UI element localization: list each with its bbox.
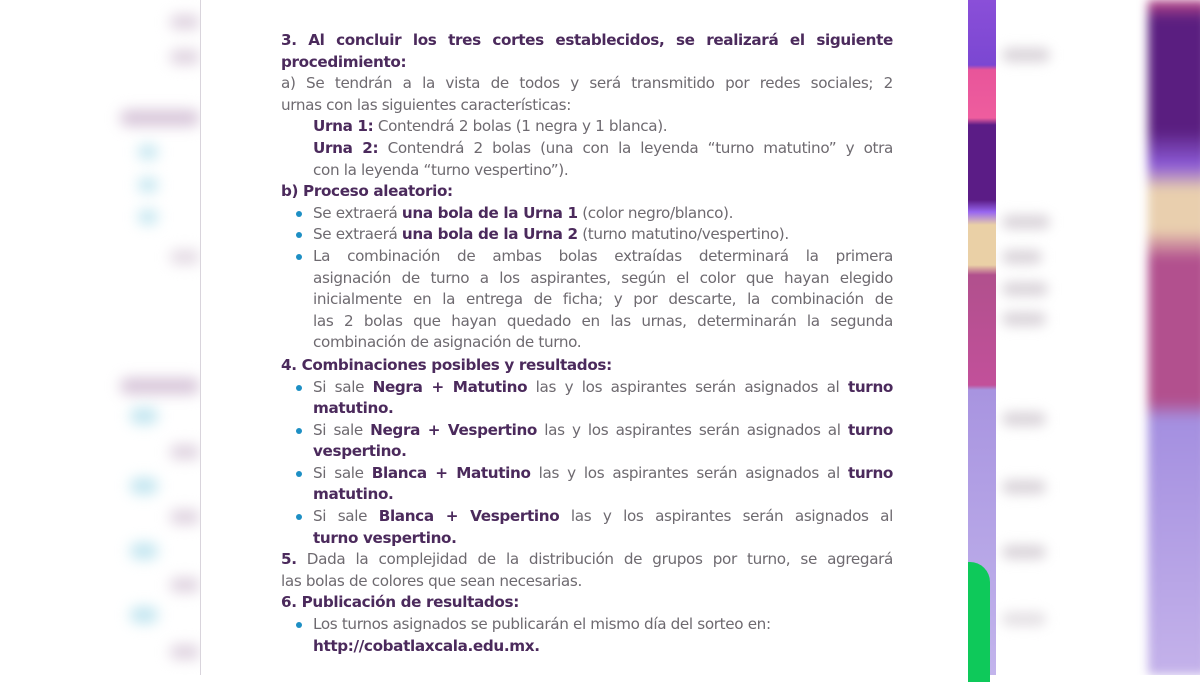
blurred-text-block [170,250,200,264]
item-text: Se extraerá [313,203,402,222]
item-text: las y los aspirantes serán asignados al [559,507,894,526]
bullet-icon [296,428,302,434]
item-text: combinación de asignación de turno. [313,333,582,352]
item-line [313,420,893,442]
result-label: matutino. [313,399,394,418]
blurred-text-block [1002,282,1048,296]
section-6-heading: 6. Publicación de resultados: [281,593,519,612]
blurred-text-block [120,110,200,126]
bullet-icon [296,385,302,391]
section-5-text [281,549,893,571]
blurred-text-block [1002,312,1046,326]
result-label: vespertino. [313,442,407,461]
list-item [281,614,893,657]
section-3a-text: a) Se tendrán a la vista de todos y será transmitido por redes sociales; 2 [281,74,893,93]
list-item [281,506,893,549]
blurred-text-block [1002,412,1046,426]
proceso-aleatorio-list [281,203,893,354]
blurred-text-block [170,578,200,592]
section-3-heading-cont: procedimiento: [281,52,407,71]
urna-1-line [281,116,893,138]
bullet-icon [296,232,302,238]
document-content [281,30,893,657]
result-label: turno vespertino. [313,528,457,547]
urna-1-label: Urna 1: [313,117,374,136]
blurred-background-right [996,0,1200,675]
item-text: las y los aspirantes serán asignados al [530,463,848,482]
list-item [281,377,893,420]
blurred-text-block [1002,480,1046,494]
blurred-text-block [120,378,200,394]
item-text: las y los aspirantes serán asignados al [527,377,848,396]
item-text: las y los aspirantes serán asignados al [537,420,848,439]
section-3a-text-cont: urnas con las siguientes características: [281,95,572,114]
blurred-text-block [1002,545,1046,559]
blurred-text-block [1002,215,1050,229]
combinaciones-list [281,377,893,550]
blurred-background-left [0,0,200,675]
section-5-text-cont: las bolas de colores que sean necesarias. [281,571,582,590]
blurred-text-block [1002,48,1050,62]
list-item [281,203,893,225]
item-text: (turno matutino/vespertino). [577,225,789,244]
turno-label: turno [847,463,893,482]
urna-2-text: Contendrá 2 bolas (una con la leyenda “turno matutino” y otra [378,138,893,157]
blurred-bullet [138,178,158,192]
item-text: inicialmente en la entrega de ficha; y por descarte, la combinación de [313,290,893,309]
item-bold-text: una bola de la Urna 2 [401,225,578,244]
turno-label: turno [847,420,893,439]
blurred-bullet [130,607,158,623]
urna-1-text: Contendrá 2 bolas (1 negra y 1 blanca). [373,117,668,136]
combo-label: Blanca + Matutino [371,463,531,482]
item-text: Si sale [313,507,379,526]
publicacion-list [281,614,893,657]
blurred-text-block [170,445,200,459]
list-item [281,224,893,246]
green-accent-shape [968,562,990,682]
bullet-icon [296,471,302,477]
blurred-text-block [170,15,200,29]
item-text: Se extraerá [313,225,402,244]
bullet-icon [296,514,302,520]
item-line [313,463,893,485]
section-4-heading: 4. Combinaciones posibles y resultados: [281,355,612,374]
combo-label: Negra + Matutino [372,377,528,396]
item-text: La combinación de ambas bolas extraídas determinará la primera [313,246,893,265]
blurred-text-block [1002,612,1046,626]
item-line [313,377,893,399]
list-item [281,420,893,463]
item-line [313,506,893,528]
list-item [281,246,893,354]
decorative-color-strip [968,0,996,675]
blurred-bullet [130,478,158,494]
combo-label: Blanca + Vespertino [378,507,560,526]
turno-label: turno [847,377,893,396]
blurred-bullet [130,408,158,424]
result-label: matutino. [313,485,394,504]
item-text: las 2 bolas que hayan quedado en las urnas, determinarán la segunda [313,311,893,330]
bullet-icon [296,622,302,628]
item-bold-text: una bola de la Urna 1 [401,203,578,222]
section-5-line: Dada la complejidad de la distribución de grupos por turno, se agregará [296,550,893,569]
section-3-heading: 3. Al concluir los tres cortes establecidos, se realizará el siguiente [281,31,893,49]
section-3b-heading: b) Proceso aleatorio: [281,182,453,201]
blurred-bullet [130,543,158,559]
blurred-text-block [170,50,200,64]
blurred-text-block [170,645,200,659]
results-link[interactable]: http://cobatlaxcala.edu.mx. [313,636,540,655]
urna-2-label: Urna 2: [313,138,379,157]
urna-2-line [281,138,893,160]
blurred-bullet [138,145,158,159]
urna-2-line-cont: con la leyenda “turno vespertino”). [313,160,569,179]
item-text: (color negro/blanco). [577,203,734,222]
document-page [200,0,969,675]
item-text: Los turnos asignados se publicarán el mismo día del sorteo en: [313,615,771,634]
item-text: asignación de turno a los aspirantes, según el color que hayan elegido [313,268,893,287]
list-item [281,463,893,506]
blurred-text-block [170,510,200,524]
item-text: Si sale [313,463,372,482]
bullet-icon [296,211,302,217]
blurred-bullet [138,210,158,224]
combo-label: Negra + Vespertino [370,420,538,439]
bullet-icon [296,254,302,260]
blurred-text-block [1002,250,1042,264]
blurred-artwork [1148,0,1200,675]
item-text: Si sale [313,377,373,396]
item-text: Si sale [313,420,371,439]
section-5-number: 5. [281,550,297,569]
